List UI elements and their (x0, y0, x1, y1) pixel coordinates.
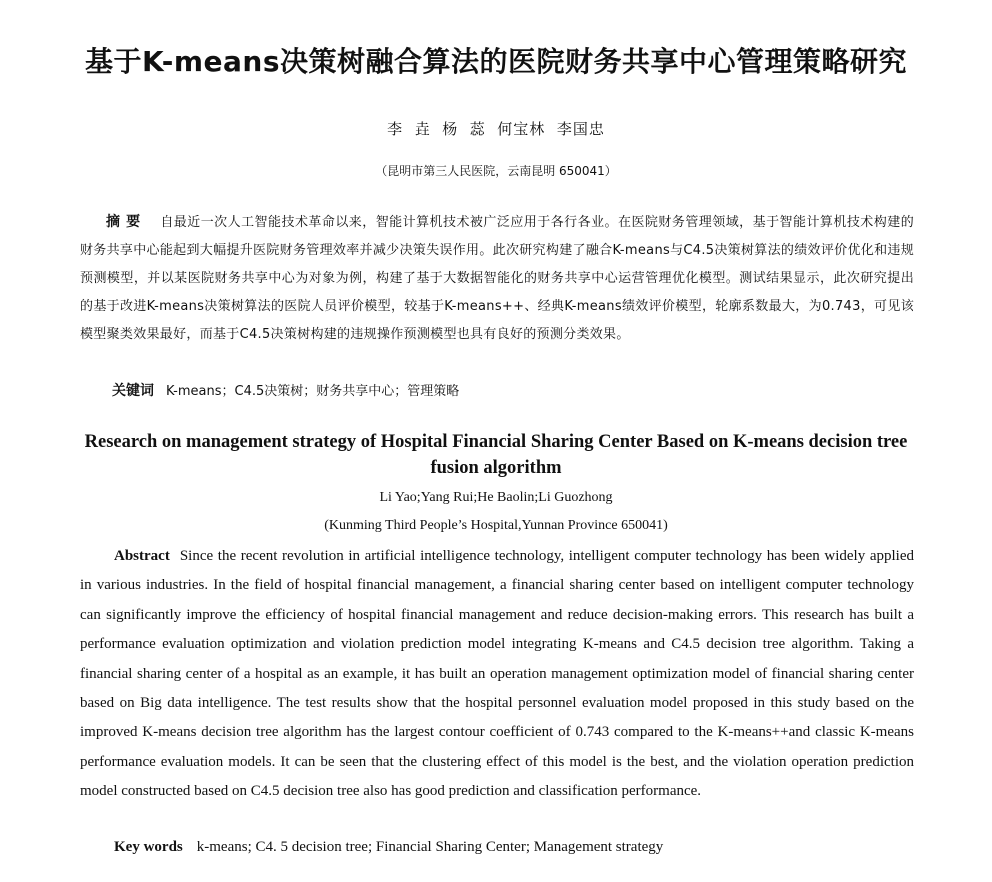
chinese-authors: 李 垚 杨 蕊 何宝林 李国忠 (387, 120, 605, 138)
chinese-abstract (80, 208, 914, 349)
chinese-keywords (112, 380, 914, 403)
english-keywords-text: k-means; C4. 5 decision tree; Financial Sharing Center; Management strategy (196, 839, 664, 855)
chinese-affiliation: （昆明市第三人民医院，云南昆明 650041） (375, 164, 617, 178)
english-abstract (80, 542, 914, 807)
english-authors: Li Yao;Yang Rui;He Baolin;Li Guozhong (379, 490, 613, 505)
english-keywords-label: Key words (114, 839, 183, 855)
chinese-title: 基于K-means决策树融合算法的医院财务共享中心管理策略研究 (84, 45, 908, 78)
english-abstract-text: Since the recent revolution in artificial intelligence technology, intelligent computer technology has been widely applied in various industries. In the field of hospital financial management, a financial sharing center based on intelligent computer technology can significantly improve the efficiency of hospital financial management and reduce decision-making errors. This research has built a performance evaluation optimization and violation prediction model integrating K-means and C4.5 decision tree algorithm. Taking a financial sharing center of a hospital as an example, it has built an operation management optimization model of financial sharing center based on Big data intelligence. The test results show that the hospital personnel evaluation model proposed in this study based on the improved K-means decision tree algorithm has the largest contour coefficient of 0.743 compared to the K-means++and classic K-means performance evaluation models. It can be seen that the clustering effect of this model is the best, and the violation operation prediction model constructed based on C4.5 decision tree also has good prediction and classification performance. (80, 548, 914, 800)
english-title: Research on management strategy of Hospital Financial Sharing Center Based on K-means decision tree fusion algorithm (84, 432, 908, 478)
chinese-abstract-text: 自最近一次人工智能技术革命以来，智能计算机技术被广泛应用于各行各业。在医院财务管理领域，基于智能计算机技术构建的财务共享中心能起到大幅提升医院财务管理效率并减少决策失误作用。此次研究构建了融合K-means与C4.5决策树算法的绩效评价优化和违规预测模型，并以某医院财务共享中心为对象为例，构建了基于大数据智能化的财务共享中心运营管理优化模型。测试结果显示，此次研究提出的基于改进K-means决策树算法的医院人员评价模型，较基于K-means++、经典K-means绩效评价模型，轮廓系数最大，为0.743，可见该模型聚类效果最好，而基于C4.5决策树构建的违规操作预测模型也具有良好的预测分类效果。 (80, 215, 914, 342)
english-affiliation: (Kunming Third People’s Hospital,Yunnan Province 650041) (324, 518, 668, 533)
chinese-abstract-label: 摘要 (106, 214, 147, 230)
chinese-keywords-text: K-means；C4.5决策树；财务共享中心；管理策略 (166, 384, 460, 399)
chinese-keywords-label: 关键词 (112, 383, 154, 399)
english-keywords (114, 836, 914, 858)
english-abstract-label: Abstract (114, 548, 170, 564)
